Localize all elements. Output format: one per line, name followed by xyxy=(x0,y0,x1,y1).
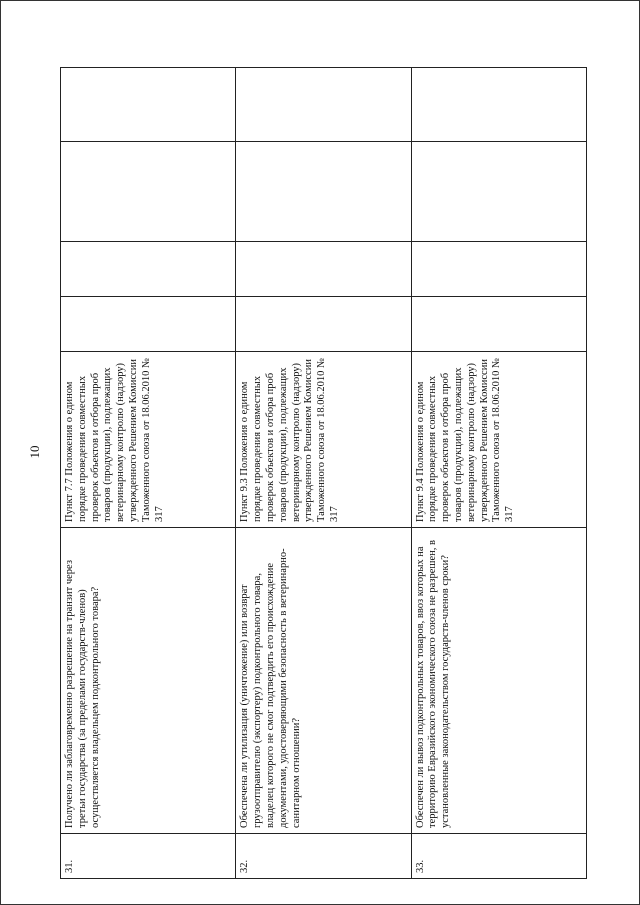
answer-cell-yes xyxy=(411,297,586,352)
checklist-table xyxy=(60,67,587,879)
answer-cell-na xyxy=(61,142,236,242)
answer-cell-no xyxy=(236,242,411,297)
table-row xyxy=(236,68,411,879)
page-number: 10 xyxy=(27,445,42,459)
row-number: 33. xyxy=(411,834,586,879)
table-row xyxy=(61,68,236,879)
rotated-table-container xyxy=(60,68,587,879)
answer-cell-na xyxy=(236,142,411,242)
reference-cell: Пункт 9.3 Положения о едином порядке проведения совместных проверок объектов и отбора проб товаров (продукции), подлежащих ветеринарному контролю (надзору) утвержденного Решением Комиссии Таможенного союза от 18.06.2010 № 317 xyxy=(236,352,411,528)
reference-cell: Пункт 9.4 Положения о едином порядке проведения совместных проверок объектов и отбора проб товаров (продукции), подлежащих ветеринарному контролю (надзору) утвержденного Решением Комиссии Таможенного союза от 18.06.2010 № 317 xyxy=(411,352,586,528)
question-cell: Получено ли заблаговременно разрешение на транзит через третьи государства (за пределами государств-членов) осуществляется владельцем подконтрольного товара? xyxy=(61,528,236,834)
checklist-table-wrap xyxy=(60,68,587,879)
row-number: 32. xyxy=(236,834,411,879)
row-number: 31. xyxy=(61,834,236,879)
answer-cell-yes xyxy=(236,297,411,352)
reference-cell: Пункт 7.7 Положения о едином порядке проведения совместных проверок объектов и отбора проб товаров (продукции), подлежащих ветеринарному контролю (надзору) утвержденного Решением Комиссии Таможенного союза от 18.06.2010 № 317 xyxy=(61,352,236,528)
notes-cell xyxy=(411,68,586,142)
question-cell: Обеспечена ли утилизация (уничтожение) или возврат грузоотправителю (экспортеру) подконтрольного товара, владелец которого не смог подтвердить его происхождение документами, удостоверяющими безопасность в ветеринарно-санитарном отношении? xyxy=(236,528,411,834)
answer-cell-no xyxy=(411,242,586,297)
question-cell: Обеспечен ли вывоз подконтрольных товаров, ввоз которых на территорию Евразийского экономического союза не разрешен, в установленные законодательством государств-членов сроки? xyxy=(411,528,586,834)
notes-cell xyxy=(236,68,411,142)
table-row xyxy=(411,68,586,879)
answer-cell-no xyxy=(61,242,236,297)
answer-cell-yes xyxy=(61,297,236,352)
notes-cell xyxy=(61,68,236,142)
answer-cell-na xyxy=(411,142,586,242)
